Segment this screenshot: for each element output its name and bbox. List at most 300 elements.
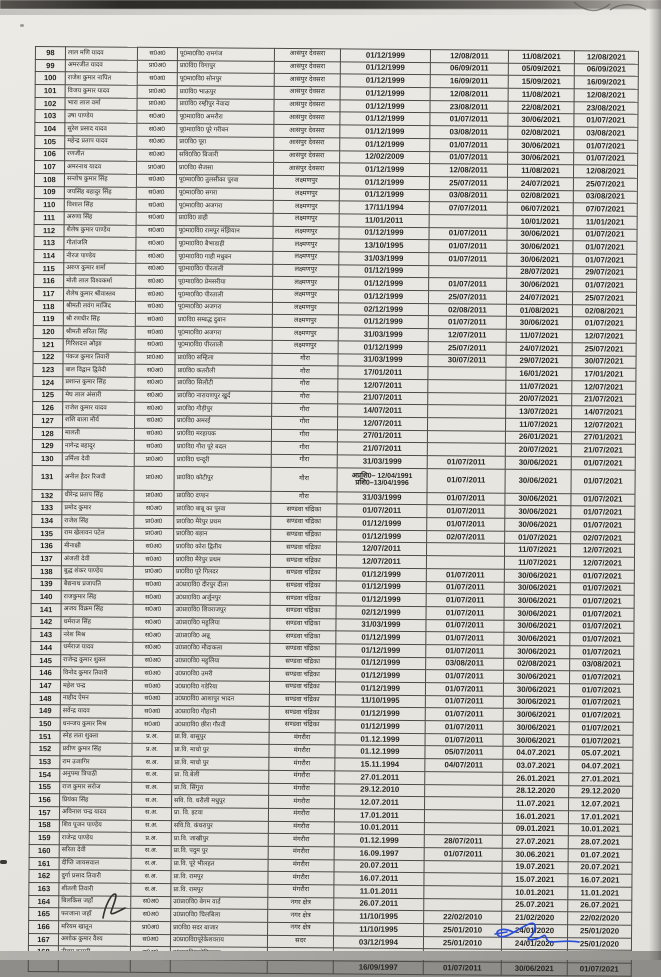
cell-designation: स.अ.: [131, 871, 171, 884]
cell-effective-date: 12/07/2021: [571, 544, 635, 557]
cell-name: प्रमोद कुमार: [62, 502, 134, 515]
cell-block: आसपुर देवसरा: [274, 125, 340, 138]
cell-block: मंगरौरा: [268, 884, 334, 897]
cell-name: रणजीत: [65, 148, 137, 161]
cell-joining-date: 12/07/2011: [337, 542, 427, 555]
cell-name: अरुण कुमार शर्मा: [64, 262, 136, 275]
cell-serial: 133: [32, 502, 62, 515]
cell-serial: 114: [34, 249, 64, 262]
cell-tenure-end-date: 25.07.2021: [502, 899, 568, 912]
cell-effective-date: 16/09/2021: [574, 76, 638, 89]
cell-serial: 119: [33, 313, 63, 326]
cell-joining-date: 17/11/1994: [339, 201, 429, 214]
cell-school: [170, 960, 267, 973]
cell-tenure-end-date: 30/06/2021: [503, 683, 569, 696]
cell-joining-date: 01/12/1999: [335, 682, 425, 695]
cell-effective-date: 26.07.2021: [568, 899, 632, 912]
cell-block: गौरा: [272, 391, 338, 404]
cell-designation: स0अ0: [133, 579, 173, 592]
cell-joining-date: 26.07.2011: [334, 898, 424, 911]
cell-serial: 158: [29, 819, 59, 832]
cell-tenure-end-date: 10/01/2021: [507, 215, 573, 228]
cell-name: अशोक कुमार वैश्य: [58, 933, 130, 946]
cell-designation: स.अ.: [131, 845, 171, 858]
cell-tenure-end-date: 30/06/2021: [507, 228, 573, 241]
cell-tenure-end-date: 22/08/2021: [508, 101, 574, 114]
cell-block: मंगरौरा: [269, 783, 335, 796]
cell-block: गौरा: [272, 366, 338, 379]
cell-promotion-date: 07/07/2011: [429, 202, 507, 215]
cell-joining-date: 01/12/1999: [339, 227, 429, 240]
cell-block: गौरा: [272, 404, 338, 417]
cell-tenure-end-date: 30/06/2021: [505, 456, 571, 469]
cell-tenure-end-date: 30/06/2021: [508, 114, 574, 127]
cell-promotion-date: [428, 379, 506, 392]
cell-serial: [28, 959, 58, 972]
cell-designation: स0अ0: [135, 377, 175, 390]
cell-block: आसपुर देवसरा: [274, 137, 340, 150]
cell-joining-date: 01.12.1999: [334, 834, 424, 847]
cell-serial: 157: [29, 806, 59, 819]
cell-designation: स0अ0: [134, 503, 174, 516]
cell-block: लक्ष्मणपुर: [273, 251, 339, 264]
cell-serial: 100: [35, 72, 65, 85]
cell-block: लक्ष्मणपुर: [272, 302, 338, 315]
cell-school: सवि. वि. धरौली मधुपुर: [172, 795, 269, 808]
cell-joining-date: 01/12/1999: [337, 530, 427, 543]
cell-name: धनन्जय कुमार मिश्र: [60, 718, 132, 731]
cell-tenure-end-date: 27.07.2021: [502, 835, 568, 848]
cell-block: [267, 960, 333, 973]
cell-designation: [130, 959, 170, 972]
cell-school: प्रा.वि. माधो पुर: [172, 757, 269, 770]
cell-promotion-date: 06/09/2011: [430, 62, 508, 75]
cell-effective-date: 29.12.2020: [569, 785, 633, 798]
cell-promotion-date: 01/07/2011: [429, 278, 507, 291]
cell-effective-date: 12/08/2021: [574, 89, 638, 102]
cell-tenure-end-date: 30/06/2021: [504, 645, 570, 658]
cell-serial: 118: [33, 300, 63, 313]
cell-serial: 126: [33, 402, 63, 415]
cell-effective-date: 01/07/2021: [570, 646, 634, 659]
cell-name: विशाल सिंह: [64, 199, 136, 212]
cell-serial: 150: [30, 718, 60, 731]
cell-serial: 155: [30, 781, 60, 794]
cell-joining-date: 01/12/1999: [338, 290, 428, 303]
cell-block: आसपुर देवसरा: [274, 86, 340, 99]
cell-school: प्रा0वि0 गौरा पूरे बदल: [174, 441, 271, 454]
teacher-list-table: [28, 46, 639, 977]
cell-serial: 149: [30, 705, 60, 718]
cell-effective-date: 14/07/2021: [572, 406, 636, 419]
cell-designation: स0अ0: [137, 136, 177, 149]
cell-promotion-date: 03/08/2011: [429, 189, 507, 202]
cell-effective-date: 16.07.2021: [568, 874, 632, 887]
cell-serial: 108: [34, 173, 64, 186]
cell-designation: स0अ0: [132, 718, 172, 731]
cell-designation: स0अ0: [133, 642, 173, 655]
cell-serial: 144: [31, 641, 61, 654]
cell-promotion-date: [428, 405, 506, 418]
scan-bottom-band: [0, 951, 661, 960]
cell-designation: स0अ0: [135, 403, 175, 416]
cell-name: स्नेह लता शुक्ला: [60, 730, 132, 743]
cell-designation: प्रा0अ0: [134, 515, 174, 528]
cell-name: बुद्ध शंकर पाण्डेय: [61, 566, 133, 579]
cell-name: विजय कुमार यादव: [65, 85, 137, 98]
cell-joining-date: 01/12/1999: [336, 568, 426, 581]
cell-name: दीप्ति जायसवाल: [59, 857, 131, 870]
cell-promotion-date: 01/07/2011: [426, 670, 504, 683]
cell-serial: 134: [32, 515, 62, 528]
cell-effective-date: 01/07/2021: [573, 228, 637, 241]
scan-edge-band: [0, 0, 661, 9]
cell-block: सण्डवा चंद्रिका: [270, 605, 336, 618]
cell-promotion-date: [425, 797, 503, 810]
cell-school: पू0मा0वि0 पूरे गरीबन: [177, 124, 274, 137]
cell-effective-date: 25/07/2021: [572, 343, 636, 356]
cell-block: मंगरौरा: [268, 859, 334, 872]
cell-effective-date: 28.07.2021: [568, 836, 632, 849]
cell-tenure-end-date: 30/06/2021: [504, 671, 570, 684]
cell-tenure-end-date: 30/06/2021: [508, 139, 574, 152]
cell-name: प्रवीण कुमार सिंह: [60, 743, 132, 756]
cell-tenure-end-date: 24/01/2020: [501, 937, 567, 950]
cell-promotion-date: 01/07/2011: [426, 594, 504, 607]
cell-promotion-date: 12/08/2011: [429, 164, 507, 177]
cell-joining-date: 29.12.2010: [335, 783, 425, 796]
cell-promotion-date: 01/07/2011: [427, 492, 505, 505]
cell-joining-date: 01/12/1999: [339, 265, 429, 278]
cell-effective-date: 01/07/2021: [574, 140, 638, 153]
cell-block: आसपुर देवसरा: [273, 163, 339, 176]
cell-serial: 165: [29, 908, 59, 921]
cell-name: अमरजीत यादव: [65, 59, 137, 72]
cell-promotion-date: 25/01/2010: [424, 924, 502, 937]
cell-promotion-date: 25/01/2010: [423, 936, 501, 949]
cell-designation: स0अ0: [136, 174, 176, 187]
cell-joining-date: 01/12/1999: [340, 49, 430, 62]
cell-block: मंगरौरा: [269, 745, 335, 758]
cell-name: राजकुमार सिंह: [61, 591, 133, 604]
cell-tenure-end-date: 26/01/2021: [505, 431, 571, 444]
cell-designation: प्रा0अ0: [134, 453, 174, 466]
cell-serial: 113: [34, 237, 64, 250]
cell-designation: स0अ0: [134, 541, 174, 554]
cell-effective-date: 01/07/2021: [572, 317, 636, 330]
cell-school: प्रा0वि0 गौड़ीपुर: [175, 403, 272, 416]
cell-designation: प्रा0अ0: [134, 466, 174, 490]
cell-promotion-date: 01/07/2011: [427, 468, 505, 493]
cell-effective-date: 12/08/2021: [573, 165, 637, 178]
cell-promotion-date: 01/07/2011: [429, 240, 507, 253]
cell-serial: 152: [30, 743, 60, 756]
cell-serial: 132: [32, 489, 62, 502]
cell-designation: स0अ0: [136, 276, 176, 289]
cell-name: बाल विद्वान द्विवेदी: [63, 364, 135, 377]
cell-name: नीरज पाण्डेय: [64, 250, 136, 263]
cell-designation: स0अ0: [133, 617, 173, 630]
cell-effective-date: 01/07/2021: [571, 506, 635, 519]
cell-joining-date: 12/02/2009: [340, 150, 430, 163]
cell-joining-date: 31/03/1999: [339, 252, 429, 265]
cell-name: अविनाश चन्द्र यादव: [59, 807, 131, 820]
cell-joining-date: 01/12/1999: [336, 657, 426, 670]
cell-school: प्रा0वि0 सैजसा: [176, 162, 273, 175]
cell-designation: स0अ0: [135, 314, 175, 327]
cell-promotion-date: [425, 771, 503, 784]
cell-school: पू0मा0वि0 पीरताली: [175, 289, 272, 302]
cell-school: प्रा0वि0 मैरेपुर प्रथम: [173, 554, 270, 567]
cell-promotion-date: 01/07/2011: [430, 138, 508, 151]
cell-serial: 140: [31, 591, 61, 604]
cell-serial: 162: [29, 870, 59, 883]
cell-joining-date: 10.01.2011: [334, 821, 424, 834]
cell-joining-date: 01/12/1999: [340, 100, 430, 113]
cell-effective-date: 27.01.2021: [569, 773, 633, 786]
cell-school: प्रा0वि0 मैरेपुर प्रथम: [174, 516, 271, 529]
cell-tenure-end-date: 30/06/2021: [505, 469, 571, 494]
cell-school: प्रा0वि0 सिलौटी: [175, 377, 272, 390]
cell-tenure-end-date: 30/06/2021: [504, 607, 570, 620]
cell-designation: प्रा0अ0: [134, 490, 174, 503]
cell-serial: 115: [34, 262, 64, 275]
cell-effective-date: 01/07/2021: [573, 241, 637, 254]
cell-tenure-end-date: 30/06/2021: [508, 152, 574, 165]
cell-joining-date: 01/12/1999: [338, 341, 428, 354]
cell-name: राम उजागिर: [60, 756, 132, 769]
cell-block: लक्ष्मणपुर: [272, 315, 338, 328]
cell-designation: स0अ0: [137, 123, 177, 136]
cell-serial: 121: [33, 338, 63, 351]
cell-name: बैद्यनाथ प्रजापति: [61, 578, 133, 591]
cell-tenure-end-date: 30/06/2021: [504, 594, 570, 607]
cell-block: मंगरौरा: [269, 732, 335, 745]
cell-designation: स0अ0: [135, 339, 175, 352]
cell-promotion-date: 01/07/2011: [428, 316, 506, 329]
cell-school: पू0मा0वि0 पीरताली: [176, 263, 273, 276]
cell-tenure-end-date: 01/08/2021: [506, 304, 572, 317]
cell-name: दुर्गा प्रसाद तिवारी: [59, 870, 131, 883]
cell-effective-date: 01/07/2021: [571, 519, 635, 532]
cell-effective-date: 29/07/2021: [573, 266, 637, 279]
cell-block: सण्डवा चंद्रिका: [270, 643, 336, 656]
cell-promotion-date: 01/07/2011: [426, 581, 504, 594]
cell-joining-date: 01/07/2011: [337, 504, 427, 517]
cell-serial: 137: [31, 553, 61, 566]
scan-fold-edge: [649, 0, 661, 960]
cell-effective-date: 01/07/2021: [570, 582, 634, 595]
cell-block: लक्ष्मणपुर: [273, 188, 339, 201]
cell-designation: प्रा0अ0: [137, 85, 177, 98]
cell-designation: स0अ0: [130, 934, 170, 947]
cell-joining-date: 01.12.1999: [335, 733, 425, 746]
cell-designation: प्रा0अ0: [135, 352, 175, 365]
cell-block: मंगरौरा: [268, 872, 334, 885]
cell-effective-date: 01.07.2021: [568, 849, 632, 862]
cell-designation: स0अ0: [135, 364, 175, 377]
cell-designation: प्र.अ.: [132, 731, 172, 744]
cell-school: प्रा.वि. रामपुर: [171, 871, 268, 884]
cell-designation: प्रा0अ0: [134, 528, 174, 541]
cell-tenure-end-date: 30/06/2021: [503, 734, 569, 747]
cell-effective-date: 17/01/2021: [572, 368, 636, 381]
scan-edge-dash: [0, 860, 7, 864]
cell-serial: 104: [35, 123, 65, 136]
cell-promotion-date: 03/08/2011: [426, 657, 504, 670]
cell-designation: स.अ.: [132, 794, 172, 807]
cell-designation: स0अ0: [132, 706, 172, 719]
cell-block: आसपुर देवसरा: [274, 61, 340, 74]
cell-block: सण्डवा चंद्रिका: [271, 504, 337, 517]
cell-tenure-end-date: 24/07/2021: [506, 342, 572, 355]
cell-designation: स0अ0: [137, 149, 177, 162]
cell-designation: स.अ.: [131, 807, 171, 820]
cell-name: अरुणा सिंह: [64, 212, 136, 225]
cell-block: गौरा: [271, 491, 337, 504]
cell-designation: स0अ0: [136, 238, 176, 251]
cell-school: प्रा0वि0 बड़ान: [174, 528, 271, 541]
cell-tenure-end-date: 30/06/2021: [507, 253, 573, 266]
cell-designation: स0अ0: [131, 896, 171, 909]
cell-serial: 143: [31, 629, 61, 642]
cell-school: प्रा0वि0 सम्हिला: [175, 352, 272, 365]
cell-block: सण्डवा चंद्रिका: [269, 719, 335, 732]
cell-serial: 163: [29, 882, 59, 895]
cell-joining-date: 11/10/1995: [335, 695, 425, 708]
cell-promotion-date: [424, 873, 502, 886]
cell-block: मंगरौरा: [269, 796, 335, 809]
cell-name: श्री रणधीर सिंह: [63, 313, 135, 326]
cell-name: बिलकिस जहाँ: [59, 895, 131, 908]
cell-promotion-date: [424, 898, 502, 911]
cell-joining-date: 13/10/1995: [339, 239, 429, 252]
cell-school: पू0मा0वि0 सगरा: [176, 187, 273, 200]
cell-designation: स0अ0: [136, 250, 176, 263]
cell-block: लक्ष्मणपुर: [273, 201, 339, 214]
cell-tenure-end-date: 30.06.2021: [502, 848, 568, 861]
cell-name: राजेन्द्र पाण्डेय: [59, 832, 131, 845]
cell-joining-date: 11/10/1995: [334, 910, 424, 923]
cell-promotion-date: [429, 215, 507, 228]
cell-promotion-date: 01/07/2011: [425, 733, 503, 746]
cell-school: उ0प्रा0वि0पूरेकेशवराय: [170, 934, 267, 947]
cell-tenure-end-date: 11/08/2021: [508, 88, 574, 101]
cell-designation: स0अ0: [135, 288, 175, 301]
cell-school: पू0मा0वि0 बैभाडाही: [176, 238, 273, 251]
cell-promotion-date: 03/08/2011: [430, 126, 508, 139]
cell-promotion-date: [424, 809, 502, 822]
cell-serial: 110: [34, 199, 64, 212]
cell-designation: स0अ0: [136, 187, 176, 200]
cell-joining-date: 15.11.1994: [335, 758, 425, 771]
cell-effective-date: 01/07/2021: [570, 608, 634, 621]
cell-designation: प्रा0अ0: [131, 921, 171, 934]
cell-block: मंगरौरा: [269, 757, 335, 770]
cell-effective-date: 23/08/2021: [574, 101, 638, 114]
cell-joining-date: 01/12/1999: [339, 277, 429, 290]
cell-tenure-end-date: 20/07/2021: [506, 393, 572, 406]
cell-name: राजेश कुमार यादव: [63, 402, 135, 415]
cell-name: नाहीद ऐमन: [60, 692, 132, 705]
cell-tenure-end-date: 30/06/2021: [505, 518, 571, 531]
cell-effective-date: 01/07/2021: [571, 469, 635, 494]
cell-name: प्रियंका सिंह: [60, 794, 132, 807]
cell-name: भारा लाल वर्मा: [65, 97, 137, 110]
cell-serial: 99: [35, 59, 65, 72]
cell-block: सण्डवा चंद्रिका: [271, 516, 337, 529]
cell-block: आसपुर देवसरा: [274, 48, 340, 61]
cell-name: मेघ लाल अंसारी: [63, 389, 135, 402]
cell-effective-date: 01/07/2021: [570, 570, 634, 583]
cell-effective-date: 01/07/2021: [570, 633, 634, 646]
cell-effective-date: 01/07/2021: [569, 722, 633, 735]
cell-effective-date: 01/07/2021: [573, 279, 637, 292]
cell-joining-date: 27/01/2011: [337, 430, 427, 443]
cell-serial: 161: [29, 857, 59, 870]
cell-name: महेन्द्र प्रताप यादव: [65, 136, 137, 149]
cell-tenure-end-date: 30/06/2021: [507, 241, 573, 254]
cell-promotion-date: [427, 430, 505, 443]
cell-block: आसपुर देवसरा: [274, 150, 340, 163]
cell-effective-date: 01/07/2021: [570, 595, 634, 608]
cell-effective-date: 20.07.2021: [568, 861, 632, 874]
cell-name: राजेश सिंह: [62, 515, 134, 528]
cell-promotion-date: [424, 886, 502, 899]
cell-tenure-end-date: 30/06/2021: [503, 721, 569, 734]
cell-promotion-date: 28/07/2011: [424, 835, 502, 848]
cell-joining-date: 11/01/2011: [339, 214, 429, 227]
cell-effective-date: 25/07/2021: [573, 178, 637, 191]
cell-effective-date: 03/08/2021: [570, 658, 634, 671]
cell-designation: स0अ0: [137, 111, 177, 124]
cell-block: सण्डवा चंद्रिका: [271, 529, 337, 542]
cell-name: मोती लाल विश्वकर्मा: [64, 275, 136, 288]
cell-school: प्रा0वि0 विगापुर: [177, 60, 274, 73]
cell-serial: 123: [33, 364, 63, 377]
cell-school: प्रा.वि. रामपुर: [171, 884, 268, 897]
cell-promotion-date: 12/08/2011: [430, 88, 508, 101]
cell-tenure-end-date: 30/06/2021: [506, 317, 572, 330]
cell-promotion-date: 25/07/2011: [428, 291, 506, 304]
cell-promotion-date: 01/07/2011: [425, 683, 503, 696]
cell-serial: 116: [34, 275, 64, 288]
cell-block: गौरा: [271, 442, 337, 455]
cell-school: पू0मा0वि0 गाही मधुबन: [176, 251, 273, 264]
cell-effective-date: 06/09/2021: [574, 63, 638, 76]
cell-block: नगर क्षेत्र: [268, 897, 334, 910]
cell-designation: स0अ0: [133, 668, 173, 681]
cell-serial: 154: [30, 768, 60, 781]
cell-designation: स.अ.: [132, 769, 172, 782]
cell-serial: 139: [31, 578, 61, 591]
cell-joining-date: 01/12/1999: [336, 593, 426, 606]
cell-school: प्रा.वि. माधो पुर: [172, 744, 269, 757]
cell-serial: 103: [35, 110, 65, 123]
cell-name: सन्तोष कुमार सिंह: [64, 174, 136, 187]
cell-school: पू0मा0वि0 अजगरा: [176, 200, 273, 213]
cell-designation: स0अ0: [136, 225, 176, 238]
cell-name: पंकज कुमार तिवारी: [63, 351, 135, 364]
cell-joining-date: 17/01/2011: [338, 366, 428, 379]
cell-school: प्रा. वि. इटवा: [171, 807, 268, 820]
cell-effective-date: 01/07/2021: [571, 493, 635, 506]
cell-school: प्रा.वि. जाखीपुर: [171, 833, 268, 846]
cell-name: लाल मणि यादव: [65, 47, 137, 60]
cell-name: मीनाक्षी: [62, 540, 134, 553]
cell-designation: स0अ0: [136, 212, 176, 225]
cell-promotion-date: 16/09/2011: [430, 75, 508, 88]
